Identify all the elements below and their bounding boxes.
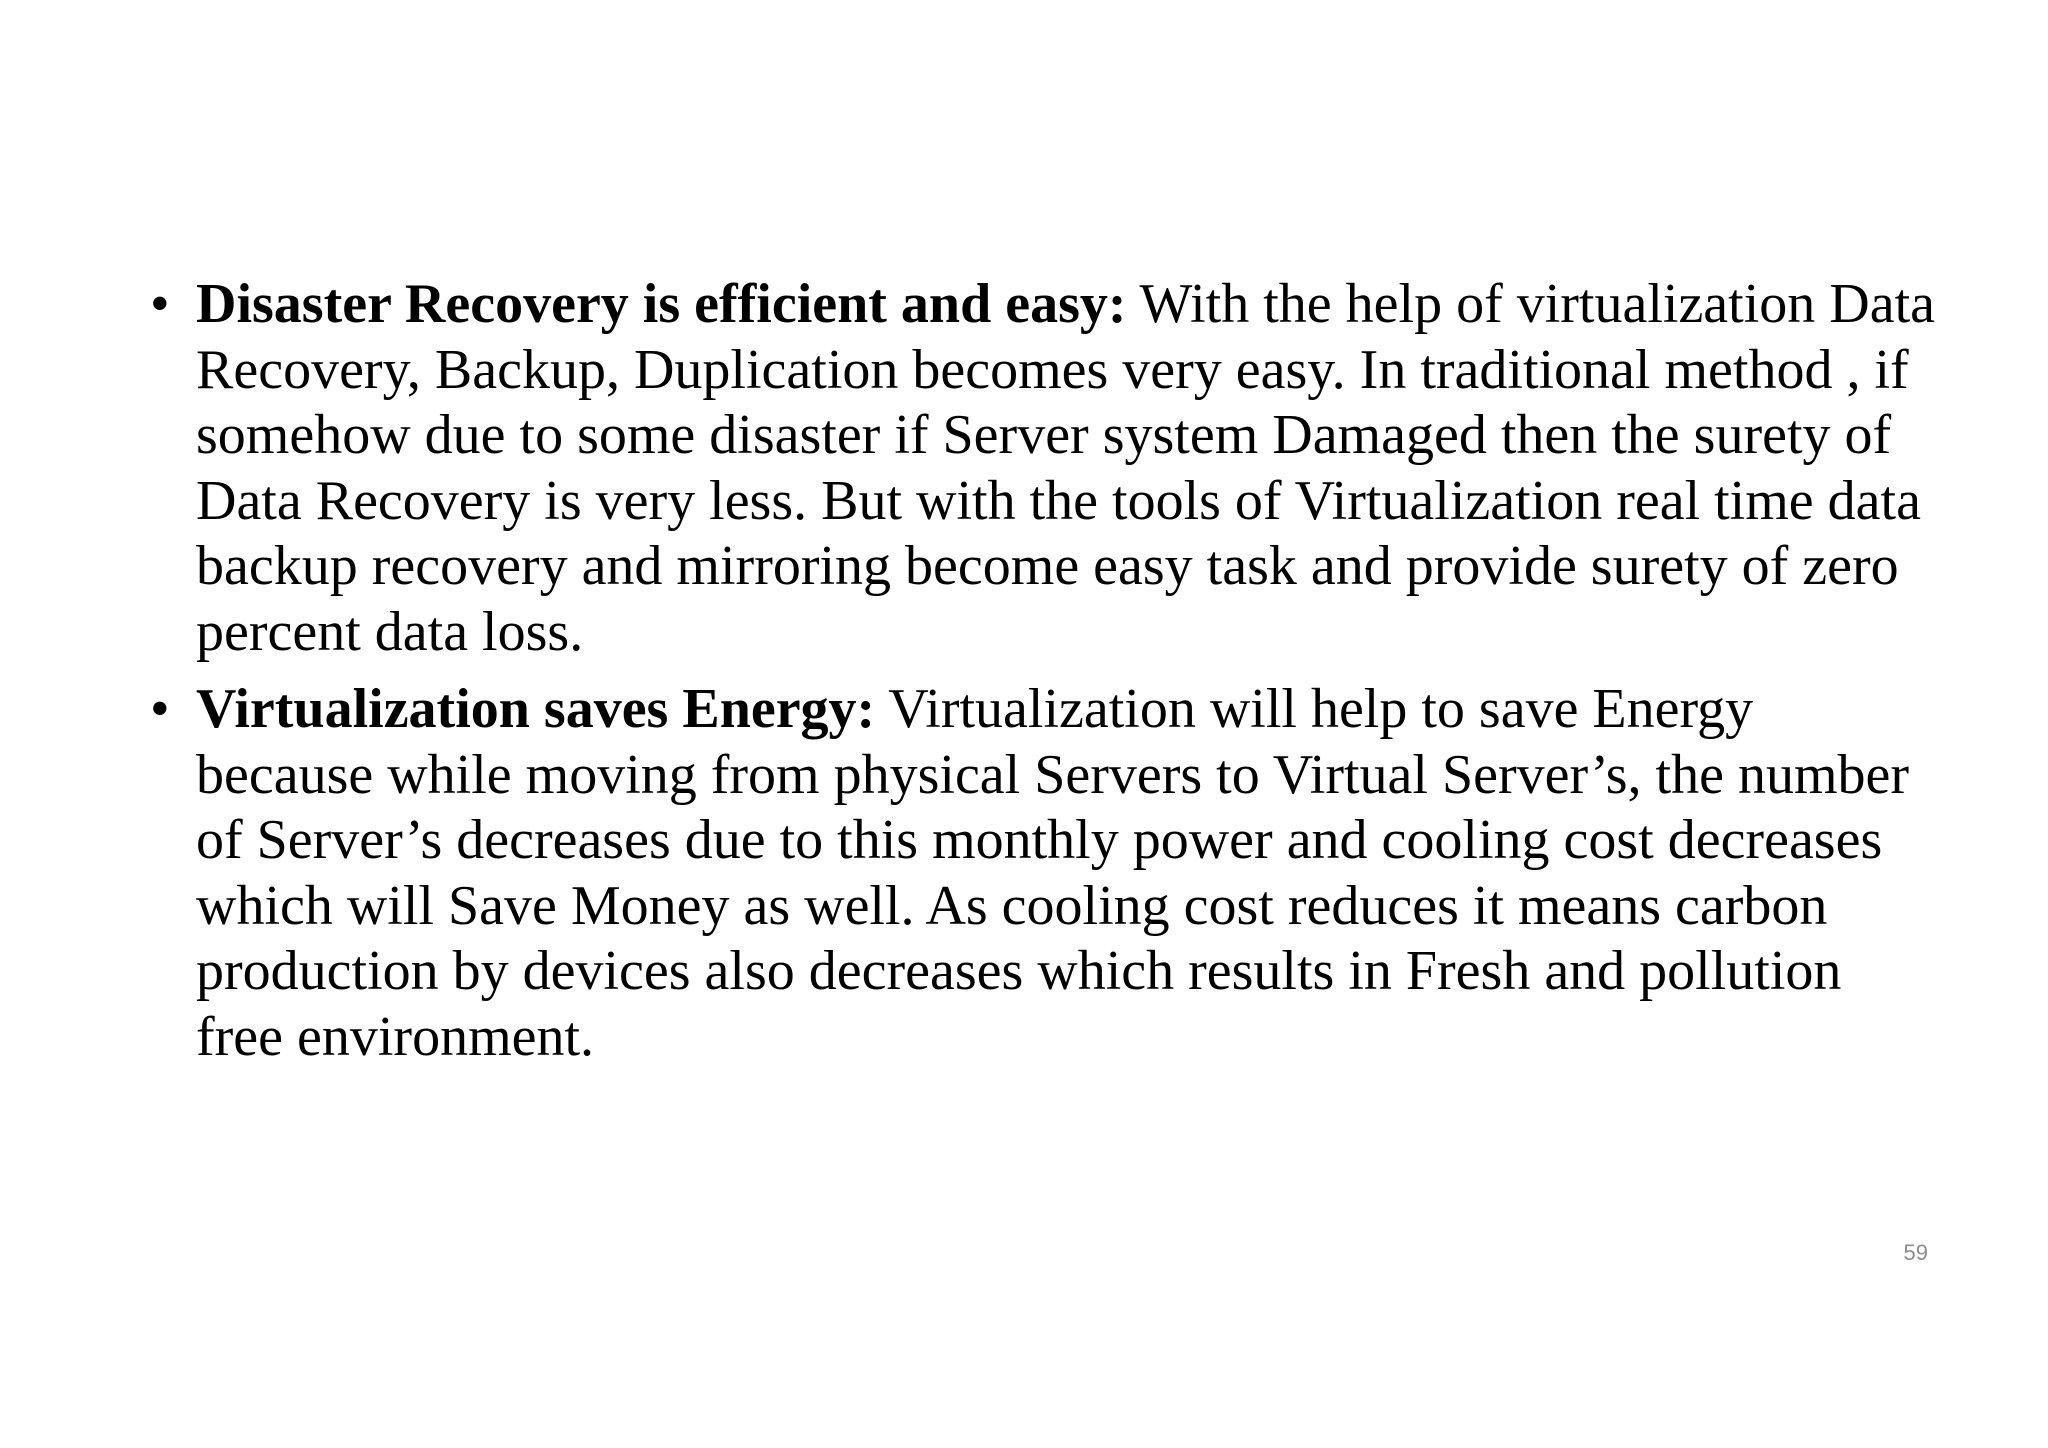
bullet-heading: Disaster Recovery is efficient and easy: bbox=[196, 273, 1127, 335]
page-number: 59 bbox=[1903, 1240, 1928, 1265]
bullet-marker: • bbox=[150, 678, 170, 740]
bullet-disaster-recovery bbox=[150, 272, 1940, 665]
bullet-marker: • bbox=[150, 273, 170, 335]
bullet-list bbox=[150, 272, 1940, 1082]
bullet-body: Virtualization will help to save Energy because while moving from physical Servers to Virtual Server’s, the number of Server’s decreases due to this monthly power and cooling cost decreases which will Save Money as well. As cooling cost reduces it means carbon production by devices also decreases which results in Fresh and pollution free environment. bbox=[196, 678, 1910, 1068]
bullet-body: With the help of virtualization Data Recovery, Backup, Duplication becomes very easy. In traditional method , if somehow due to some disaster if Server system Damaged then the surety of Data Recovery is very less. But with the tools of Virtualization real time data backup recovery and mirroring become easy task and provide surety of zero percent data loss. bbox=[196, 273, 1935, 663]
bullet-heading: Virtualization saves Energy: bbox=[196, 678, 876, 740]
bullet-saves-energy bbox=[150, 677, 1940, 1070]
